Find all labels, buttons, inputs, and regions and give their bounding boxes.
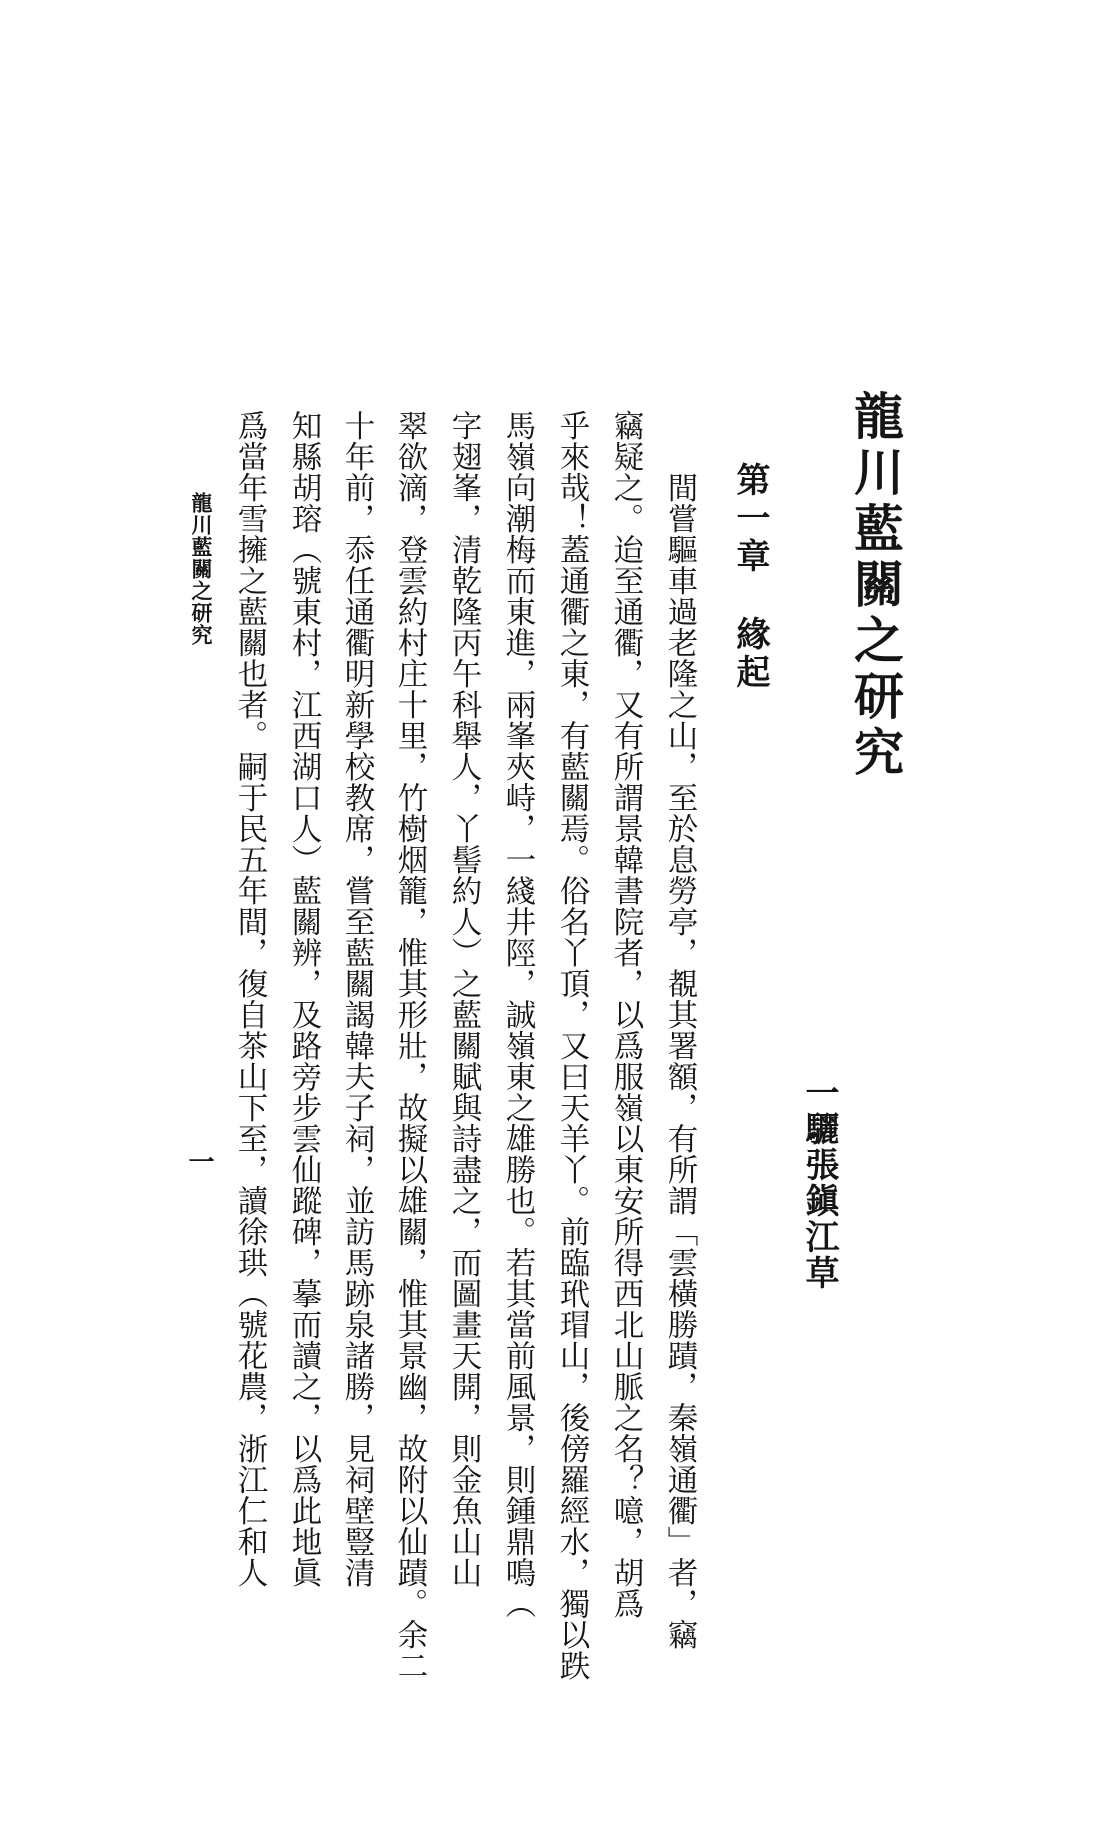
chapter-number: 第一章 bbox=[730, 462, 770, 576]
chapter-heading bbox=[723, 462, 770, 692]
text-line-5: 字翅峯，清乾隆丙午科舉人，丫髻約人）之藍關賦與詩盡之，而圖畫天開，則金魚山山 bbox=[446, 410, 481, 1588]
text-line-9: 爲當年雪擁之藍關也者。嗣于民五年間，復自茶山下至，讀徐珙（號花農，浙江仁和人 bbox=[232, 410, 267, 1588]
chapter-title: 緣起 bbox=[730, 616, 770, 692]
text-line-7: 十年前，忝任通衢明新學校教席，嘗至藍關謁韓夫子祠，並訪馬跡泉諸勝，見祠壁豎清 bbox=[339, 410, 374, 1588]
text-line-2: 竊疑之。迨至通衢，又有所謂景韓書院者，以爲服嶺以東安所得西北山脈之名？噫，胡爲 bbox=[608, 410, 643, 1619]
page-number: 一 bbox=[184, 1148, 214, 1174]
text-line-1: 間嘗驅車過老隆之山，至於息勞亭，覩其署額，有所謂「雲橫勝蹟，秦嶺通衢」者，竊 bbox=[662, 472, 697, 1650]
text-line-8: 知縣胡瑢（號東村，江西湖口人）藍關辨，及路旁步雲仙蹤碑，摹而讀之，以爲此地眞 bbox=[286, 410, 321, 1588]
document-title: 龍川藍關之研究 bbox=[846, 390, 905, 782]
text-line-3: 乎來哉！蓋通衢之東，有藍關焉。俗名丫頂，又曰天羊丫。前臨玳瑁山，後傍羅經水，獨以跌 bbox=[554, 410, 589, 1681]
running-head: 龍川藍關之研究 bbox=[189, 492, 214, 646]
author-byline: 一驪張鎭江草 bbox=[799, 1075, 839, 1291]
text-line-4: 馬嶺向潮梅而東進，兩峯夾峙，一綫井陘，誠嶺東之雄勝也。若其當前風景，則鍾鼎鳴（ bbox=[500, 410, 535, 1619]
text-line-6: 翠欲滴，登雲約村庄十里，竹樹烟籠，惟其形壯，故擬以雄關，惟其景幽，故附以仙蹟。余二 bbox=[392, 410, 427, 1681]
